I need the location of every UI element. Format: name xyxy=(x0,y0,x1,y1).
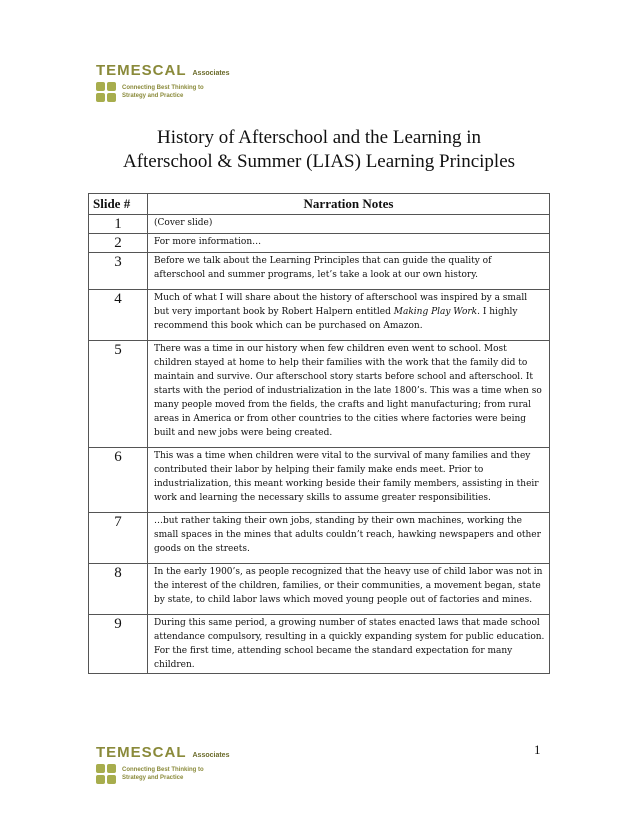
narration-text: This was a time when children were vital to the survival of many families and they contributed their labor by helping their family make ends meet. Prior to industrialization, this meant working beside their family members, assisting in their work and learning the necessary skills to assume greater responsibilities. xyxy=(148,448,550,513)
slide-number: 1 xyxy=(89,215,148,234)
logo-tagline: Connecting Best Thinking to Strategy and Practice xyxy=(122,767,204,781)
slide-number: 7 xyxy=(89,513,148,564)
slide-number: 4 xyxy=(89,290,148,341)
logo-wordmark xyxy=(96,62,229,79)
logo-squares-icon xyxy=(96,764,116,784)
slide-number: 9 xyxy=(89,615,148,674)
table-row xyxy=(89,513,550,564)
table-row xyxy=(89,341,550,448)
table-row xyxy=(89,615,550,674)
narration-text: Before we talk about the Learning Principles that can guide the quality of afterschool and summer programs, let’s take a look at our own history. xyxy=(148,253,550,290)
logo-wordmark xyxy=(96,744,229,761)
slide-number: 5 xyxy=(89,341,148,448)
title-line-1: History of Afterschool and the Learning in xyxy=(157,127,481,148)
table-row xyxy=(89,564,550,615)
logo-tagline: Connecting Best Thinking to Strategy and Practice xyxy=(122,85,204,99)
table-row xyxy=(89,290,550,341)
table-row xyxy=(89,448,550,513)
slide-number: 8 xyxy=(89,564,148,615)
narration-text: In the early 1900’s, as people recognized that the heavy use of child labor was not in the interest of the children, families, or their communities, a movement began, state by state, to child labor laws which moved young people out of factories and mines. xyxy=(148,564,550,615)
header-logo xyxy=(96,62,229,102)
book-title: Making Play Work xyxy=(393,307,478,317)
logo-squares-icon xyxy=(96,82,116,102)
logo-suffix: Associates xyxy=(192,752,230,759)
logo-suffix: Associates xyxy=(192,70,230,77)
narration-text: Much of what I will share about the history of afterschool was inspired by a small but very important book by Robert Halpern entitled Making Play Work. I highly recommend this book which can be purchased on Amazon. xyxy=(148,290,550,341)
title-line-2: Afterschool & Summer (LIAS) Learning Principles xyxy=(122,151,516,172)
narration-text: There was a time in our history when few children even went to school. Most children stayed at home to help their families with the work that the family did to maintain and survive. Our afterschool story starts before school and afterschool. It starts with the period of industrialization in the late 1800’s. This was a time when so many people moved from the fields, the crafts and light manufacturing; from rural areas in America or from other countries to the cities where factories were being built and new jobs were being created. xyxy=(148,341,550,448)
narration-text: For more information… xyxy=(148,234,550,253)
narration-text: (Cover slide) xyxy=(148,215,550,234)
header-slide-number: Slide # xyxy=(89,194,148,215)
logo-name: TEMESCAL xyxy=(96,744,187,761)
page-number: 1 xyxy=(534,742,541,757)
table-row xyxy=(89,253,550,290)
header-narration-notes: Narration Notes xyxy=(148,194,550,215)
slide-number: 2 xyxy=(89,234,148,253)
document-title xyxy=(60,126,578,174)
footer-logo xyxy=(96,744,229,784)
narration-table xyxy=(88,193,550,674)
narration-text: …but rather taking their own jobs, standing by their own machines, working the small spaces in the mines that adults couldn’t reach, hawking newspapers and other goods on the streets. xyxy=(148,513,550,564)
slide-number: 3 xyxy=(89,253,148,290)
logo-name: TEMESCAL xyxy=(96,62,187,79)
slide-number: 6 xyxy=(89,448,148,513)
narration-text: During this same period, a growing number of states enacted laws that made school attendance compulsory, resulting in a quickly expanding system for public education. For the first time, attending school became the standard expectation for many children. xyxy=(148,615,550,674)
table-row xyxy=(89,234,550,253)
table-header-row xyxy=(89,194,550,215)
table-row xyxy=(89,215,550,234)
